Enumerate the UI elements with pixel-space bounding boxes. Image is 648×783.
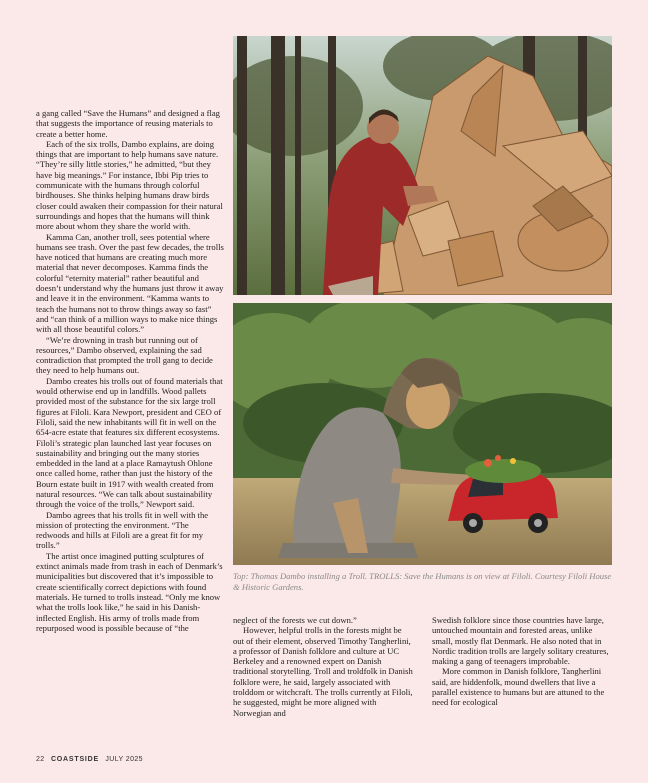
article-column-right [432,615,612,708]
page-number: 22 [36,756,45,763]
article-column-left [36,108,224,633]
issue-date: JULY 2025 [105,756,143,763]
paragraph: “We’re drowning in trash but running out of resources,” Dambo observed, explaining the sad contradiction that prompted the troll gang to decide they need to help humans out. [36,334,213,376]
page-footer [36,756,143,763]
photo-artist-building-troll [233,36,612,295]
forest-photo-icon [233,36,612,295]
paragraph: Kamma Can, another troll, sees potential where humans see trash. Over the past few decades, the trolls have noticed that humans are creating much more material that never decomposes. Kamma finds the colorful “eternity material” rather beautiful and doesn’t understand why the humans just throw it away and leave it in the environment. “Kamma wants to teach the humans not to throw things away so fast” and “can think of a million ways to make nice things with all those beautiful colors.” [36,231,224,335]
article-column-middle [233,615,413,718]
troll-scene-icon [233,303,612,565]
paragraph: However, helpful trolls in the forests might be out of their element, observed Timothy Tangherlini, a professor of Danish folklore and culture at UC Berkeley and a renowned expert on Danish traditional storytelling. Troll and troldfolk in Danish folklore were, he said, largely associated with trolddom or witchcraft. The trolls currently at Filoli, he suggested, might be more aligned with Norwegian and [233,625,413,718]
photo-troll-with-red-car [233,303,612,565]
paragraph: The artist once imagined putting sculptures of extinct animals made from trash in each of Denmark’s municipalities but discovered that it’s impossible to create scientifically correct depictions with found materials. He turned to trolls instead. “Only me know what the trolls look like,” he said in his Danish-inflected English. His army of trolls made from repurposed wood is possible because of “the [36,550,223,633]
paragraph: Dambo creates his trolls out of found materials that would otherwise end up in landfills. Wood pallets provided most of the substance for the six large troll figures at Filoli. Kara Newport, president and CEO of Filoli, said the new inhabitants will fit in well on the 654-acre estate that features six different ecosystems. Filoli’s strategic plan launched last year focuses on sustainability and bringing out the many stories embedded in the land at a place Ramaytush Ohlone once called home, rather than just the history of the Bourn estate built in 1917 with wealth created from natural resources. “We can talk about sustainability through the voice of the trolls,” Newport said. [36,375,223,510]
photo-caption: Top: Thomas Dambo installing a Troll. TROLLS: Save the Humans is on view at Filoli. Courtesy Filoli House & Historic Gardens. [233,571,612,592]
paragraph: Each of the six trolls, Dambo explains, are doing things that are important to help humans save nature. “They’re silly little stories,” he admitted, “but they have big meanings.” For instance, Ibbi Pip tries to communicate with the humans through colorful birdhouses. She thinks helping humans draw birds closer could awaken their compassion for their natural surroundings and hopes that the humans will think more about whom they share the world with. [36,138,223,232]
paragraph: Dambo agrees that his trolls fit in well with the mission of protecting the environment. “The redwoods and hills at Filoli are a great fit for my trolls.” [36,509,209,551]
paragraph: More common in Danish folklore, Tangherlini said, are hiddenfolk, mound dwellers that live a parallel existence to humans but are attuned to the need for ecological [432,666,605,708]
paragraph: neglect of the forests we cut down.” [233,615,357,625]
paragraph: Swedish folklore since those countries have large, untouched mountain and forested areas, unlike small, mostly flat Denmark. He also noted that in Nordic tradition trolls are largely solitary creatures, making a gang of teenagers improbable. [432,615,609,667]
magazine-name: COASTSIDE [50,756,99,763]
paragraph: a gang called “Save the Humans” and designed a flag that suggests the importance of reusing materials to create a better home. [36,108,220,139]
